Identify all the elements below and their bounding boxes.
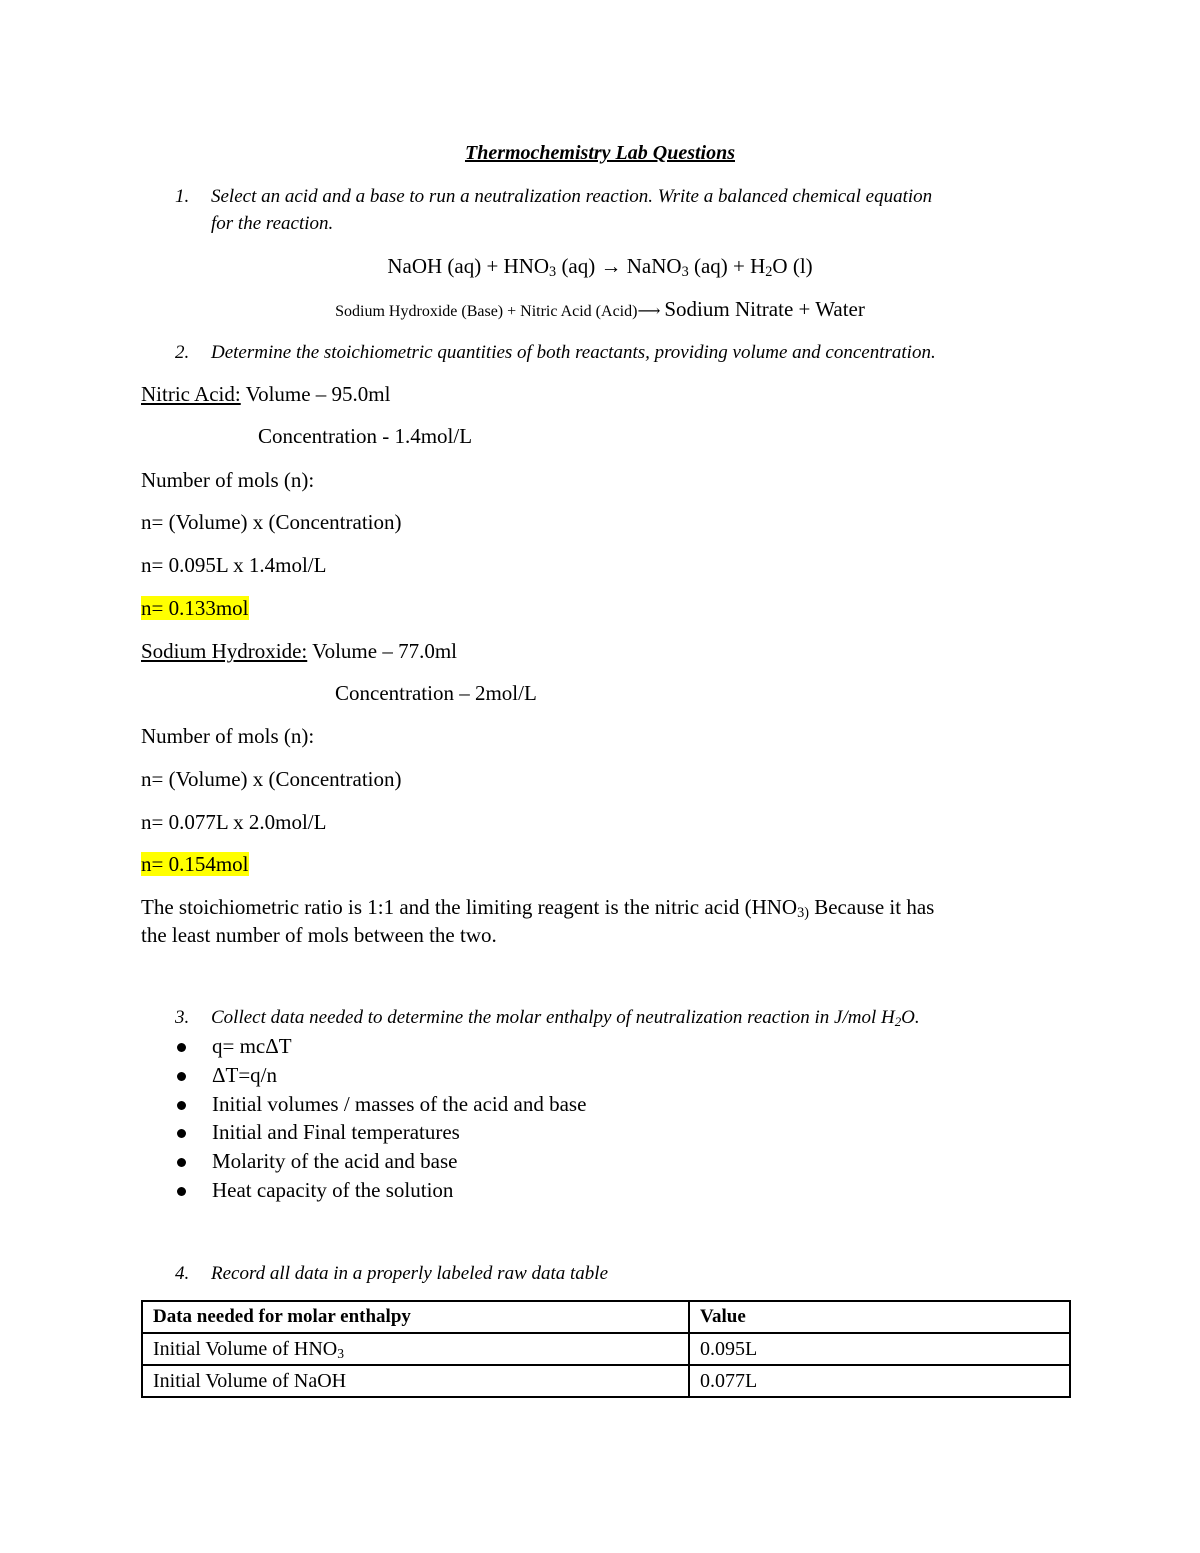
sodium-formula: n= (Volume) x (Concentration) <box>141 767 402 791</box>
nitric-acid-concentration: Concentration - 1.4mol/L <box>258 424 473 448</box>
table-header: Data needed for molar enthalpy <box>142 1301 689 1333</box>
list-item: Molarity of the acid and base <box>212 1149 458 1173</box>
bullet-icon <box>177 1043 186 1052</box>
bullet-icon <box>177 1158 186 1167</box>
conclusion-line2: the least number of mols between the two. <box>141 923 497 947</box>
q1-text-line2: for the reaction. <box>211 213 334 234</box>
raw-data-table <box>141 1300 1071 1398</box>
word-equation: Sodium Hydroxide (Base) + Nitric Acid (Acid)⟶ Sodium Nitrate + Water <box>335 297 865 321</box>
table-cell: 0.095L <box>689 1333 1070 1365</box>
q2-text: Determine the stoichiometric quantities of both reactants, providing volume and concentration. <box>211 342 936 363</box>
q4-number: 4. <box>175 1263 190 1284</box>
nitric-formula: n= (Volume) x (Concentration) <box>141 510 402 534</box>
list-item: Initial volumes / masses of the acid and base <box>212 1092 587 1116</box>
nitric-mols-label: Number of mols (n): <box>141 468 315 492</box>
q1-text-line1: Select an acid and a base to run a neutralization reaction. Write a balanced chemical equation <box>211 186 933 207</box>
nitric-result: n= 0.133mol <box>141 596 249 620</box>
sodium-hydroxide-volume: Sodium Hydroxide: Volume – 77.0ml <box>141 639 457 663</box>
bullet-icon <box>177 1072 186 1081</box>
nitric-calculation: n= 0.095L x 1.4mol/L <box>141 553 327 577</box>
sodium-mols-label: Number of mols (n): <box>141 724 315 748</box>
bullet-icon <box>177 1101 186 1110</box>
table-row <box>142 1365 1070 1397</box>
q4-text: Record all data in a properly labeled raw data table <box>211 1263 609 1284</box>
q2-number: 2. <box>175 342 190 363</box>
table-header: Value <box>689 1301 1070 1333</box>
page-title: Thermochemistry Lab Questions <box>464 142 735 164</box>
list-item: Initial and Final temperatures <box>212 1120 460 1144</box>
list-item: q= mcΔT <box>212 1034 292 1058</box>
bullet-icon <box>177 1187 186 1196</box>
table-cell: Initial Volume of NaOH <box>142 1365 689 1397</box>
q3-text: Collect data needed to determine the molar enthalpy of neutralization reaction in J/mol $H_2O$. <box>211 1007 920 1029</box>
table-row <box>142 1333 1070 1365</box>
q1-number: 1. <box>175 186 190 207</box>
conclusion-line1: The stoichiometric ratio is 1:1 and the limiting reagent is the nitric acid ($HNO_{3)}$ Because it has <box>141 895 935 922</box>
sodium-calculation: n= 0.077L x 2.0mol/L <box>141 810 327 834</box>
table-cell: Initial Volume of $HNO_3$ <box>142 1333 689 1365</box>
q3-number: 3. <box>175 1007 190 1028</box>
table-header-row <box>142 1301 1070 1333</box>
sodium-result: n= 0.154mol <box>141 852 249 876</box>
table-cell: 0.077L <box>689 1365 1070 1397</box>
sodium-hydroxide-concentration: Concentration – 2mol/L <box>335 681 537 705</box>
list-item: ΔT=q/n <box>212 1063 278 1087</box>
list-item: Heat capacity of the solution <box>212 1178 454 1202</box>
bullet-icon <box>177 1129 186 1138</box>
chemical-equation: NaOH $(aq) + HNO_3$ (aq) → NaNO$_3$ $(aq) + H_2O$ (l) <box>387 254 813 281</box>
nitric-acid-volume: Nitric Acid: Volume – 95.0ml <box>141 382 391 406</box>
